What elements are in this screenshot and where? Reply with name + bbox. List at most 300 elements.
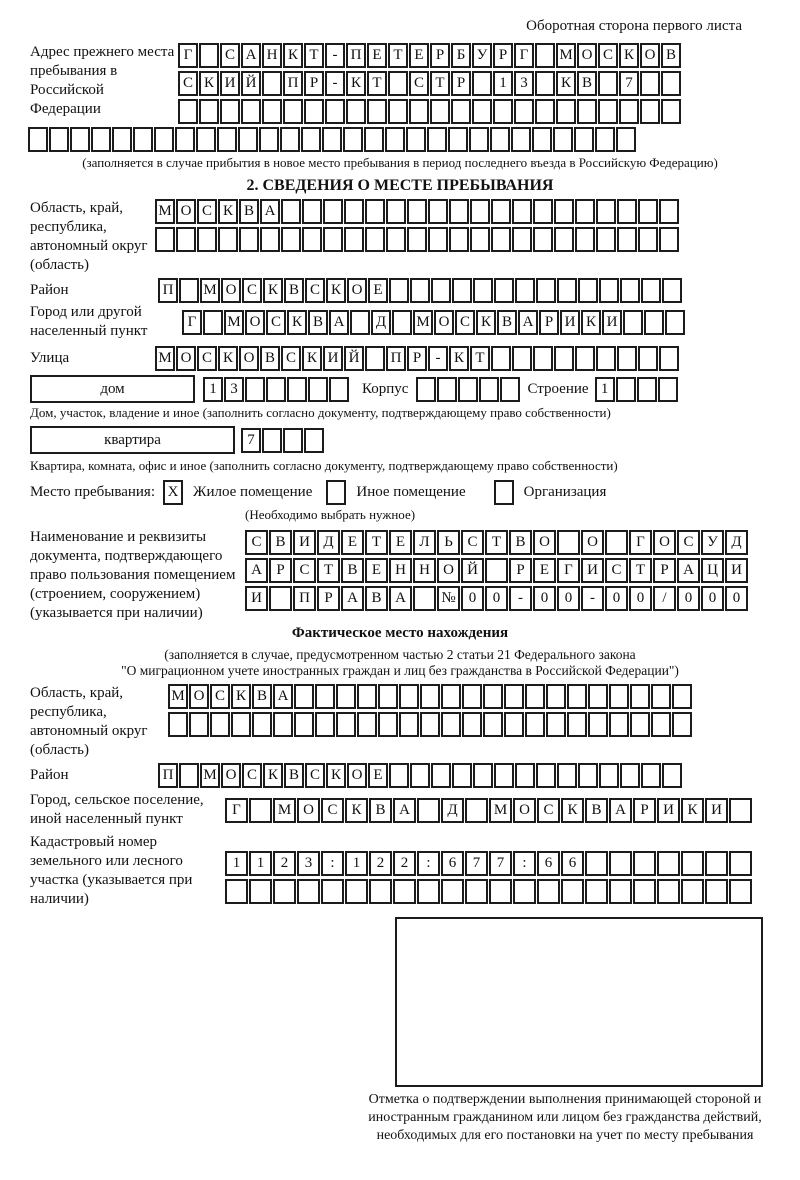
char-cell: [513, 879, 536, 904]
char-cell: [465, 798, 488, 823]
char-cell: [596, 199, 616, 224]
char-cell: [346, 99, 366, 124]
char-cell: Б: [451, 43, 471, 68]
char-cell: [407, 227, 427, 252]
doc-row-3: [245, 586, 749, 611]
char-cell: [385, 127, 405, 152]
char-cell: [49, 127, 69, 152]
char-cell: [640, 71, 660, 96]
char-cell: Г: [629, 530, 652, 555]
char-cell: [578, 278, 598, 303]
char-cell: [155, 227, 175, 252]
char-cell: [574, 127, 594, 152]
char-cell: В: [369, 798, 392, 823]
char-cell: 6: [537, 851, 560, 876]
char-cell: [357, 712, 377, 737]
char-cell: [637, 377, 657, 402]
char-cell: Т: [470, 346, 490, 371]
char-cell: О: [245, 310, 265, 335]
char-cell: О: [176, 199, 196, 224]
char-cell: [70, 127, 90, 152]
char-cell: [536, 763, 556, 788]
char-cell: [504, 712, 524, 737]
char-cell: [449, 227, 469, 252]
char-cell: 0: [533, 586, 556, 611]
char-cell: Т: [430, 71, 450, 96]
char-cell: [452, 278, 472, 303]
char-cell: К: [263, 763, 283, 788]
char-cell: Т: [317, 558, 340, 583]
char-cell: [323, 199, 343, 224]
char-cell: И: [220, 71, 240, 96]
char-cell: [386, 199, 406, 224]
char-cell: 6: [561, 851, 584, 876]
char-cell: [617, 227, 637, 252]
char-cell: О: [221, 278, 241, 303]
actual-district-field: [30, 763, 800, 788]
char-cell: Р: [493, 43, 513, 68]
char-cell: П: [386, 346, 406, 371]
char-cell: [389, 278, 409, 303]
char-cell: О: [347, 763, 367, 788]
char-cell: О: [513, 798, 536, 823]
char-cell: 1: [203, 377, 223, 402]
char-cell: 7: [489, 851, 512, 876]
doc-row-1: [245, 530, 749, 555]
char-cell: О: [221, 763, 241, 788]
char-cell: К: [561, 798, 584, 823]
char-cell: О: [653, 530, 676, 555]
stamp-area: [395, 917, 763, 1087]
actual-caption-1: (заполняется в случае, предусмотренном частью 2 статьи 21 Федерального закона: [164, 647, 636, 662]
char-cell: [657, 879, 680, 904]
char-cell: [297, 879, 320, 904]
street-cells: [155, 346, 680, 371]
section2-title: 2. СВЕДЕНИЯ О МЕСТЕ ПРЕБЫВАНИЯ: [246, 177, 554, 194]
actual-district-label: Район: [30, 767, 69, 783]
char-cell: [203, 310, 223, 335]
char-cell: Й: [344, 346, 364, 371]
checkbox-residential[interactable]: [163, 480, 184, 505]
char-cell: :: [513, 851, 536, 876]
doc-row-2: [245, 558, 749, 583]
char-cell: [662, 278, 682, 303]
char-cell: С: [537, 798, 560, 823]
char-cell: П: [293, 586, 316, 611]
char-cell: В: [284, 763, 304, 788]
char-cell: К: [581, 310, 601, 335]
char-cell: [407, 199, 427, 224]
char-cell: [365, 227, 385, 252]
char-cell: [345, 879, 368, 904]
apartment-box-label: квартира: [30, 426, 235, 454]
char-cell: [199, 99, 219, 124]
option-residential-label: Жилое помещение: [193, 484, 313, 500]
prev-address-row-4: [28, 127, 800, 152]
char-cell: А: [341, 586, 364, 611]
char-cell: М: [200, 278, 220, 303]
char-cell: [659, 227, 679, 252]
char-cell: [470, 199, 490, 224]
char-cell: [458, 377, 478, 402]
char-cell: [266, 377, 286, 402]
char-cell: [525, 712, 545, 737]
char-cell: -: [325, 71, 345, 96]
option-organization-label: Организация: [523, 484, 607, 500]
char-cell: [617, 346, 637, 371]
char-cell: У: [472, 43, 492, 68]
char-cell: [28, 127, 48, 152]
char-cell: [260, 227, 280, 252]
char-cell: [406, 127, 426, 152]
char-cell: 0: [461, 586, 484, 611]
char-cell: 6: [441, 851, 464, 876]
char-cell: 3: [297, 851, 320, 876]
char-cell: [577, 99, 597, 124]
char-cell: [536, 278, 556, 303]
char-cell: [417, 798, 440, 823]
char-cell: С: [461, 530, 484, 555]
char-cell: [638, 199, 658, 224]
char-cell: Й: [241, 71, 261, 96]
char-cell: [662, 763, 682, 788]
page-note: Оборотная сторона первого листа: [526, 18, 742, 34]
char-cell: [575, 199, 595, 224]
char-cell: [178, 99, 198, 124]
char-cell: [428, 227, 448, 252]
char-cell: В: [585, 798, 608, 823]
region-row-1: [155, 199, 680, 224]
char-cell: [386, 227, 406, 252]
char-cell: [729, 879, 752, 904]
char-cell: [280, 127, 300, 152]
char-cell: О: [640, 43, 660, 68]
char-cell: [469, 127, 489, 152]
char-cell: [343, 127, 363, 152]
char-cell: 0: [701, 586, 724, 611]
char-cell: Р: [304, 71, 324, 96]
char-cell: Р: [430, 43, 450, 68]
district-field: [30, 278, 800, 303]
char-cell: [399, 712, 419, 737]
char-cell: [661, 71, 681, 96]
char-cell: И: [705, 798, 728, 823]
char-cell: [483, 712, 503, 737]
char-cell: 3: [514, 71, 534, 96]
actual-region-row-1: [168, 684, 693, 709]
prev-address-caption: (заполняется в случае прибытия в новое место пребывания в период последнего въезда в Российскую Федерацию): [82, 155, 718, 170]
char-cell: В: [284, 278, 304, 303]
char-cell: [287, 377, 307, 402]
char-cell: [283, 99, 303, 124]
char-cell: [393, 879, 416, 904]
char-cell: [168, 712, 188, 737]
char-cell: [197, 227, 217, 252]
char-cell: [409, 99, 429, 124]
char-cell: [729, 798, 752, 823]
char-cell: Р: [317, 586, 340, 611]
char-cell: №: [437, 586, 460, 611]
char-cell: [596, 227, 616, 252]
char-cell: [344, 227, 364, 252]
char-cell: [512, 227, 532, 252]
char-cell: [525, 684, 545, 709]
char-cell: С: [210, 684, 230, 709]
char-cell: О: [577, 43, 597, 68]
char-cell: 1: [493, 71, 513, 96]
char-cell: К: [476, 310, 496, 335]
char-cell: А: [329, 310, 349, 335]
char-cell: [633, 879, 656, 904]
char-cell: И: [245, 586, 268, 611]
char-cell: [500, 377, 520, 402]
char-cell: П: [346, 43, 366, 68]
char-cell: М: [168, 684, 188, 709]
char-cell: М: [224, 310, 244, 335]
char-cell: [578, 763, 598, 788]
char-cell: П: [283, 71, 303, 96]
char-cell: [485, 558, 508, 583]
char-cell: К: [449, 346, 469, 371]
char-cell: [322, 127, 342, 152]
char-cell: Р: [509, 558, 532, 583]
char-cell: [210, 712, 230, 737]
char-cell: [249, 879, 272, 904]
char-cell: [218, 227, 238, 252]
char-cell: [441, 712, 461, 737]
char-cell: [491, 199, 511, 224]
char-cell: [431, 763, 451, 788]
char-cell: [532, 127, 552, 152]
char-cell: [437, 377, 457, 402]
char-cell: [651, 712, 671, 737]
char-cell: [112, 127, 132, 152]
char-cell: [133, 127, 153, 152]
char-cell: А: [389, 586, 412, 611]
char-cell: [575, 227, 595, 252]
char-cell: А: [609, 798, 632, 823]
char-cell: [595, 127, 615, 152]
char-cell: [179, 763, 199, 788]
actual-city-field: [30, 791, 800, 829]
char-cell: И: [293, 530, 316, 555]
char-cell: [220, 99, 240, 124]
char-cell: [515, 763, 535, 788]
char-cell: [479, 377, 499, 402]
char-cell: [616, 127, 636, 152]
char-cell: И: [657, 798, 680, 823]
char-cell[interactable]: X: [163, 480, 183, 505]
char-cell: [598, 71, 618, 96]
char-cell[interactable]: [494, 480, 514, 505]
char-cell: [367, 99, 387, 124]
char-cell: [304, 428, 324, 453]
char-cell: Г: [182, 310, 202, 335]
char-cell: К: [287, 310, 307, 335]
char-cell: К: [218, 346, 238, 371]
char-cell: Д: [725, 530, 748, 555]
char-cell: К: [681, 798, 704, 823]
char-cell: [249, 798, 272, 823]
char-cell: В: [365, 586, 388, 611]
char-cell: 1: [345, 851, 368, 876]
char-cell: [315, 712, 335, 737]
char-cell: 2: [273, 851, 296, 876]
actual-title: Фактическое место нахождения: [291, 625, 509, 641]
char-cell: Т: [304, 43, 324, 68]
char-cell: [641, 278, 661, 303]
char-cell: 0: [485, 586, 508, 611]
char-cell: П: [158, 278, 178, 303]
char-cell: А: [245, 558, 268, 583]
char-cell: К: [231, 684, 251, 709]
prev-address-cells: [178, 43, 682, 124]
char-cell: [451, 99, 471, 124]
char-cell: С: [677, 530, 700, 555]
char-cell: [273, 712, 293, 737]
char-cell: [659, 199, 679, 224]
char-cell: С: [242, 763, 262, 788]
checkbox-other-premises[interactable]: [326, 480, 347, 505]
char-cell: [511, 127, 531, 152]
house-caption: Дом, участок, владение и иное (заполнить согласно документу, подтверждающему право собственности): [30, 405, 611, 420]
char-cell: [494, 278, 514, 303]
char-cell: С: [178, 71, 198, 96]
char-cell: [491, 346, 511, 371]
char-cell: [491, 227, 511, 252]
char-cell: [609, 851, 632, 876]
char-cell: [465, 879, 488, 904]
cadastral-row-1: [225, 851, 753, 876]
korpus-label: Корпус: [362, 380, 409, 397]
char-cell: [588, 684, 608, 709]
char-cell: [546, 684, 566, 709]
char-cell: [588, 712, 608, 737]
char-cell: [483, 684, 503, 709]
prev-address-row-2: [178, 71, 682, 96]
char-cell: [609, 684, 629, 709]
char-cell: [239, 227, 259, 252]
char-cell: М: [155, 199, 175, 224]
char-cell: Е: [365, 558, 388, 583]
char-cell: 3: [224, 377, 244, 402]
char-cell: [388, 99, 408, 124]
char-cell: М: [556, 43, 576, 68]
char-cell: [448, 127, 468, 152]
char-cell: [301, 127, 321, 152]
char-cell: Т: [365, 530, 388, 555]
char-cell: Е: [367, 43, 387, 68]
char-cell: [259, 127, 279, 152]
option-other-premises-label: Иное помещение: [356, 484, 466, 500]
house-number-cells: [203, 377, 350, 402]
char-cell: [640, 99, 660, 124]
char-cell: Ц: [701, 558, 724, 583]
char-cell: [638, 346, 658, 371]
char-cell: [281, 199, 301, 224]
char-cell: 1: [595, 377, 615, 402]
char-cell: О: [434, 310, 454, 335]
char-cell: В: [239, 199, 259, 224]
actual-city-cells: [225, 798, 753, 823]
char-cell: [427, 127, 447, 152]
char-cell: С: [409, 71, 429, 96]
apartment-caption: Квартира, комната, офис и иное (заполнить согласно документу, подтверждающему право собственности): [30, 458, 618, 473]
checkbox-organization[interactable]: [494, 480, 515, 505]
char-cell: В: [252, 684, 272, 709]
korpus-cells: [416, 377, 521, 402]
region-label: Область, край, республика, автономный округ (область): [30, 200, 148, 273]
char-cell: -: [325, 43, 345, 68]
doc-cells: [245, 530, 749, 611]
char-cell: О: [176, 346, 196, 371]
char-cell: С: [605, 558, 628, 583]
char-cell: [245, 377, 265, 402]
char-cell: К: [218, 199, 238, 224]
char-cell: К: [619, 43, 639, 68]
char-cell: [389, 763, 409, 788]
char-cell: Е: [341, 530, 364, 555]
char-cell: 1: [249, 851, 272, 876]
actual-district-cells: [158, 763, 683, 788]
char-cell: М: [273, 798, 296, 823]
char-cell: В: [509, 530, 532, 555]
char-cell: [705, 879, 728, 904]
char-cell: К: [326, 278, 346, 303]
char-cell: [154, 127, 174, 152]
char-cell: -: [509, 586, 532, 611]
char-cell: [473, 763, 493, 788]
char-cell: [388, 71, 408, 96]
char-cell: 7: [465, 851, 488, 876]
prev-address-row-3: [178, 99, 682, 124]
char-cell: Е: [533, 558, 556, 583]
char-cell: 7: [241, 428, 261, 453]
char-cell: [554, 346, 574, 371]
char-cell: [304, 99, 324, 124]
char-cell: [630, 684, 650, 709]
char-cell: В: [269, 530, 292, 555]
char-cell: [420, 684, 440, 709]
char-cell: [241, 99, 261, 124]
char-cell: [537, 879, 560, 904]
char-cell: :: [321, 851, 344, 876]
char-cell: [665, 310, 685, 335]
char-cell[interactable]: [326, 480, 346, 505]
char-cell: А: [518, 310, 538, 335]
char-cell: [472, 71, 492, 96]
char-cell: 0: [725, 586, 748, 611]
stroenie-cells: [595, 377, 679, 402]
char-cell: Н: [389, 558, 412, 583]
char-cell: [493, 99, 513, 124]
char-cell: К: [326, 763, 346, 788]
char-cell: 0: [677, 586, 700, 611]
char-cell: [729, 851, 752, 876]
char-cell: [329, 377, 349, 402]
char-cell: Р: [451, 71, 471, 96]
region-field: [30, 199, 800, 275]
apartment-row: [30, 426, 800, 454]
char-cell: С: [598, 43, 618, 68]
char-cell: [262, 71, 282, 96]
char-cell: [470, 227, 490, 252]
char-cell: И: [560, 310, 580, 335]
char-cell: У: [701, 530, 724, 555]
actual-region-label: Область, край, республика, автономный округ (область): [30, 685, 148, 758]
char-cell: [179, 278, 199, 303]
char-cell: [176, 227, 196, 252]
